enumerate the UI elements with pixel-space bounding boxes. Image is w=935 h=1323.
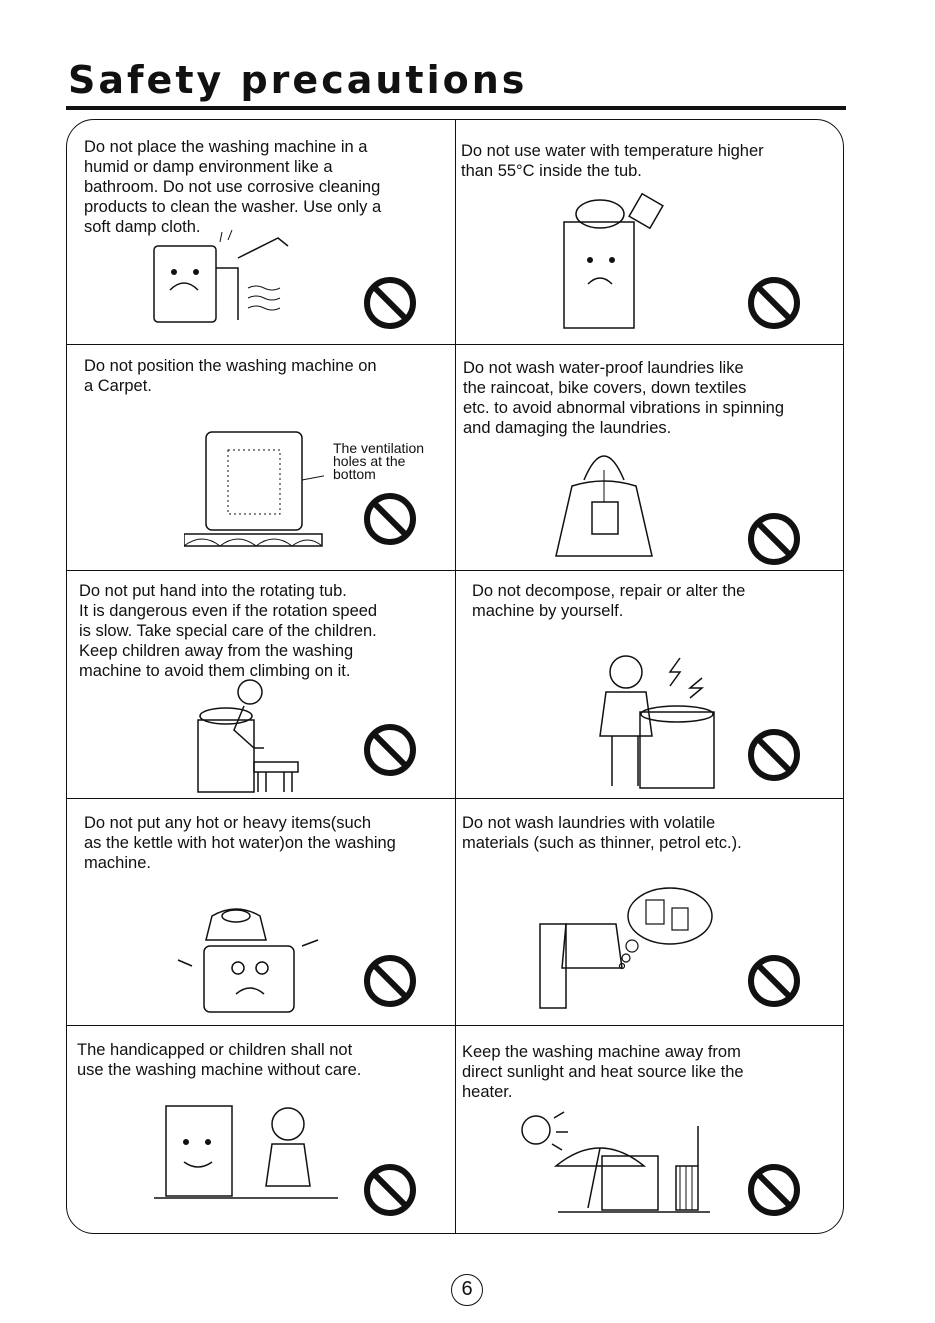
- prohibition-icon: [746, 727, 802, 783]
- precaution-hot-water-text: Do not use water with temperature higher than 55°C inside the tub.: [461, 142, 764, 180]
- child-washer-illustration: [154, 1102, 338, 1202]
- precaution-waterproof-text: Do not wash water-proof laundries like the raincoat, bike covers, down textiles etc. to avoid abnormal vibrations in spinning and damaging the laundries.: [463, 359, 785, 437]
- prohibition-icon: [746, 1162, 802, 1218]
- precaution-hand-text: Do not put hand into the rotating tub. It is dangerous even if the rotation speed is slow. Take special care of the children. Keep children away from the washing machine to avoid them climbing on it.: [79, 582, 378, 680]
- prohibition-icon: [746, 953, 802, 1009]
- repair-person-illustration: [576, 652, 726, 792]
- volatile-clothes-illustration: [536, 884, 716, 1010]
- precaution-carpet-text: Do not position the washing machine on a Carpet.: [84, 357, 377, 395]
- precaution-heavy-text: Do not put any hot or heavy items(such as the kettle with hot water)on the washing machine.: [84, 814, 396, 872]
- page-title: Safety precautions: [68, 58, 528, 102]
- child-climbing-illustration: [196, 676, 306, 794]
- precaution-humid-text: Do not place the washing machine in a humid or damp environment like a bathroom. Do not use corrosive cleaning products to clean the washer. Use only a soft damp cloth.: [84, 138, 382, 236]
- prohibition-icon: [746, 511, 802, 567]
- prohibition-icon: [362, 1162, 418, 1218]
- title-rule: [66, 106, 846, 110]
- grid-divider-row-2: [67, 570, 843, 571]
- precaution-handicapped-text: The handicapped or children shall not use the washing machine without care.: [77, 1041, 362, 1079]
- washer-damp-illustration: [148, 228, 298, 328]
- sunlight-heater-illustration: [510, 1108, 710, 1214]
- grid-divider-row-1: [67, 344, 843, 345]
- precaution-sunlight-text: Keep the washing machine away from direct sunlight and heat source like the heater.: [462, 1043, 744, 1101]
- washer-hot-water-illustration: [560, 192, 665, 332]
- raincoat-illustration: [552, 440, 656, 562]
- prohibition-icon: [362, 275, 418, 331]
- grid-divider-row-3: [67, 798, 843, 799]
- prohibition-icon: [362, 491, 418, 547]
- prohibition-icon: [362, 953, 418, 1009]
- prohibition-icon: [362, 722, 418, 778]
- washer-carpet-illustration: [184, 428, 324, 548]
- prohibition-icon: [746, 275, 802, 331]
- washer-kettle-illustration: [172, 886, 322, 1014]
- precaution-volatile-text: Do not wash laundries with volatile materials (such as thinner, petrol etc.).: [462, 814, 742, 852]
- ventilation-label: The ventilation holes at the bottom: [333, 440, 425, 482]
- page-number: 6: [451, 1274, 483, 1306]
- precaution-repair-text: Do not decompose, repair or alter the machine by yourself.: [472, 582, 746, 620]
- grid-divider-row-4: [67, 1025, 843, 1026]
- grid-divider-vertical: [455, 120, 456, 1233]
